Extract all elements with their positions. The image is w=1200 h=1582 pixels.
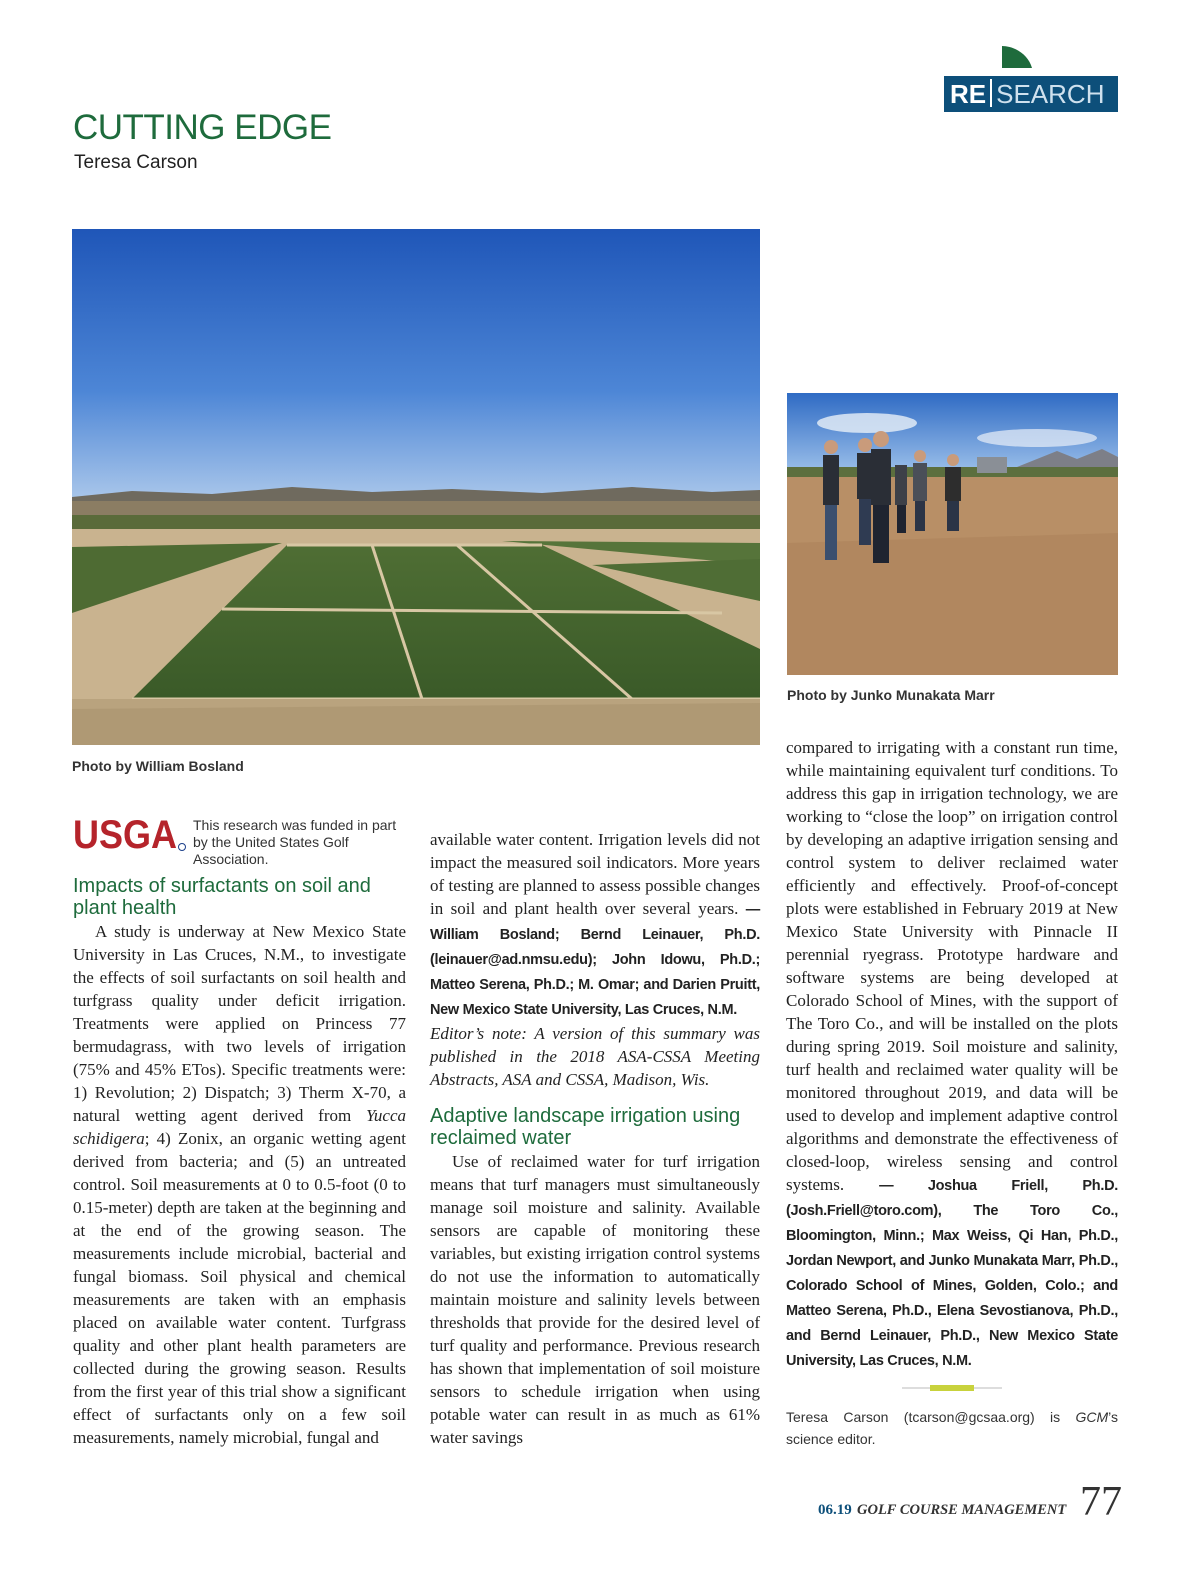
field-group-illustration	[787, 393, 1118, 675]
badge-re: RE	[950, 79, 987, 109]
section-divider	[902, 1384, 1002, 1392]
article-2-paragraph: Use of reclaimed water for turf irrigation means that turf managers must simultaneously manage soil moisture and salinity. Available sensors are capable of monitoring these variables, but existing irrigation control systems do not use the information to automatically maintain moisture and salinity levels between thresholds that provide for the desired level of turf quality and performance. Previous research has shown that implementation of soil moisture sensors to schedule irrigation when using potable water can result in as much as 61% water savings	[430, 1152, 760, 1447]
article-2-column-2	[786, 736, 1118, 1373]
article-1-credits: — William Bosland; Bernd Leinauer, Ph.D. (leinauer@ad.nmsu.edu); John Idowu, Ph.D.; Matteo Serena, Ph.D.; M. Omar; and Darien Pruitt, New Mexico State University, Las Cruces, N.M.	[430, 902, 760, 1018]
author-name: Teresa Carson	[74, 152, 198, 173]
issue-date: 06.19	[818, 1502, 852, 1518]
bio-text-start: Teresa Carson (tcarson@gcsaa.org) is	[786, 1409, 1076, 1425]
badge-search: SEARCH	[996, 79, 1105, 109]
bio-text-end: ’s science editor.	[786, 1409, 1118, 1447]
field-group-photo	[787, 393, 1118, 675]
flag-icon	[1002, 46, 1032, 68]
article-1-paragraph-continued: available water content. Irrigation levels did not impact the measured soil indicators. More years of testing are planned to assess possible changes in soil and plant health over several years.	[430, 830, 760, 918]
editors-note: Editor’s note: A version of this summary was published in the 2018 ASA-CSSA Meeting Abstracts, ASA and CSSA, Madison, Wis.	[430, 1024, 760, 1089]
research-badge	[944, 46, 1118, 112]
page-number: 77	[1080, 1479, 1122, 1525]
article-2-column-1	[430, 1150, 760, 1449]
article-1-heading: Impacts of surfactants on soil and plant health	[73, 875, 371, 919]
usga-funding-note: This research was funded in part by the United States Golf Association.	[193, 817, 397, 867]
article-1-column-2	[430, 828, 760, 1091]
article-2-paragraph-continued: compared to irrigating with a constant run time, while maintaining equivalent turf conditions. To address this gap in irrigation technology, we are working to “close the loop” on irrigation control by developing an adaptive irrigation sensing and control system to deliver reclaimed water efficiently and effectively. Proof-of-concept plots were established in February 2019 at New Mexico State University with Pinnacle II perennial ryegrass. Prototype hardware and software systems are being developed at Colorado School of Mines, with the support of The Toro Co., and will be installed on the plots during spring 2019. Soil moisture and salinity, turf health and reclaimed water quality will be monitored throughout 2019, and data will be used to develop and implement adaptive control algorithms and demonstrate the effectiveness of closed-loop, wireless sensing and control systems.	[786, 738, 1118, 1194]
author-bio	[786, 1406, 1118, 1450]
usga-logo-text: USGA	[73, 813, 177, 855]
magazine-name: GOLF COURSE MANAGEMENT	[857, 1502, 1067, 1518]
badge-divider	[990, 79, 992, 107]
article-1-column-1	[73, 920, 406, 1449]
article-1-paragraph-b: ; 4) Zonix, an organic wetting agent derived from bacteria; and (5) an untreated control. Soil measurements at 0 to 0.5-foot (0 to 0.15-meter) depth are taken at the beginning and at the end of the growing season. The measurements include microbial, bacterial and fungal biomass. Soil physical and chemical measurements are taken with an emphasis placed on available water content. Turfgrass quality and other plant health parameters are collected during the growing season. Results from the first year of this trial show a significant effect of surfactants only on a few soil measurements, namely microbial, fungal and	[73, 1129, 406, 1447]
small-photo-caption: Photo by Junko Munakata Marr	[787, 687, 995, 703]
turf-plots-photo	[72, 229, 760, 745]
article-2-heading: Adaptive landscape irrigation using reclaimed water	[430, 1105, 741, 1149]
section-title: CUTTING EDGE	[73, 108, 332, 147]
species-name: Yucca schidigera	[73, 1106, 406, 1148]
research-badge-label	[944, 76, 1118, 112]
main-photo-caption: Photo by William Bosland	[72, 758, 244, 774]
turf-plots-illustration	[72, 229, 760, 745]
article-1-paragraph-a: A study is underway at New Mexico State University in Las Cruces, N.M., to investigate the effects of soil surfactants on soil health and turfgrass quality under deficit irrigation. Treatments were applied on Princess 77 bermudagrass, with two levels of irrigation (75% and 45% ETos). Specific treatments were: 1) Revolution; 2) Dispatch; 3) Therm X-70, a natural wetting agent derived from	[73, 922, 406, 1125]
bio-magazine: GCM	[1075, 1409, 1109, 1425]
usga-logo	[73, 813, 187, 855]
article-2-credits: — Joshua Friell, Ph.D. (Josh.Friell@toro.com), The Toro Co., Bloomington, Minn.; Max Weiss, Qi Han, Ph.D., Jordan Newport, and Junko Munakata Marr, Ph.D., Colorado School of Mines, Golden, Colo.; and Matteo Serena, Ph.D., Elena Sevostianova, Ph.D., and Bernd Leinauer, Ph.D., New Mexico State University, Las Cruces, N.M.	[786, 1178, 1118, 1369]
